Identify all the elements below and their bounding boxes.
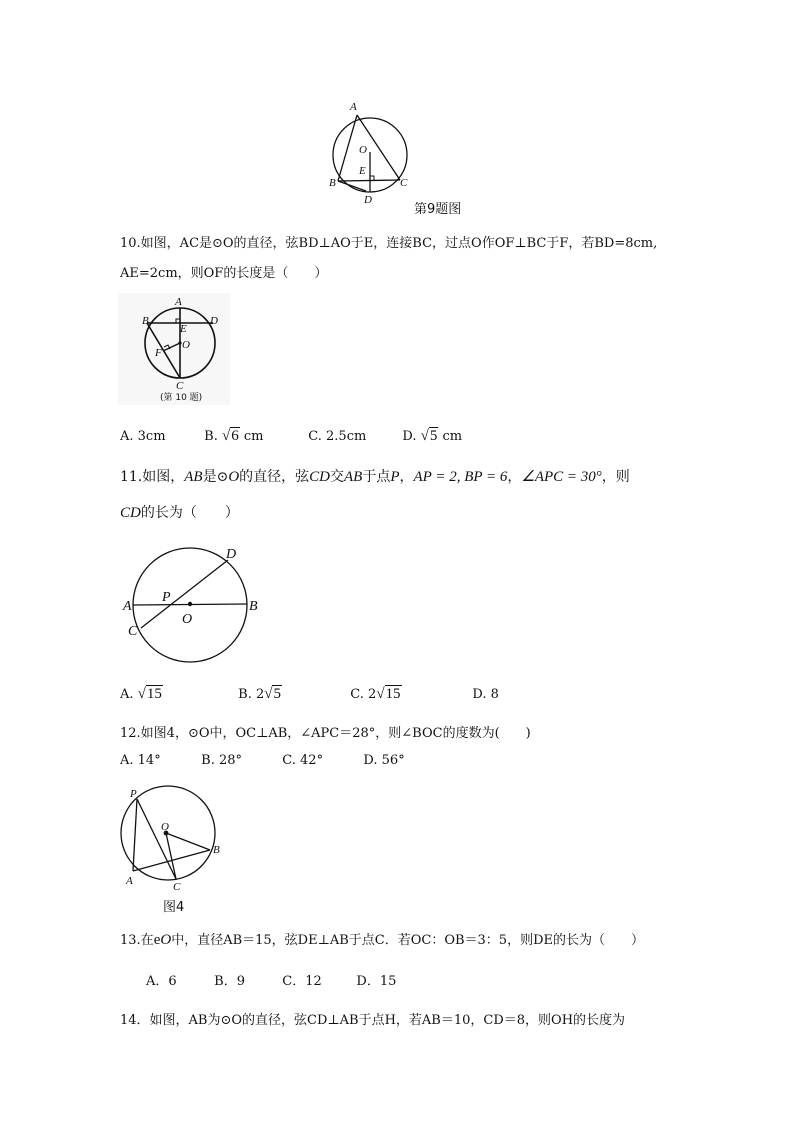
fig10-label-a: A — [175, 296, 182, 308]
q13-option-a[interactable]: A．6 — [146, 974, 177, 989]
q12-option-a[interactable]: A. 14° — [120, 753, 161, 768]
q11-options — [120, 685, 499, 703]
q12-option-c[interactable]: C. 42° — [282, 753, 324, 768]
fig9-caption: 第9题图 — [414, 202, 462, 217]
q10-option-a[interactable]: A. 3cm — [120, 429, 166, 444]
fig9-line-be — [338, 181, 366, 191]
fig9-label-c: C — [400, 177, 408, 189]
fig11-center-dot — [188, 602, 192, 606]
q10-line1: 10.如图，AC是⊙O的直径，弦BD⊥AO于E，连接BC，过点O作OF⊥BC于F，若BD=8cm, — [120, 236, 658, 251]
fig11-label-p: P — [162, 590, 171, 605]
fig10-label-f: F — [155, 347, 162, 359]
fig11-label-d: D — [226, 547, 237, 562]
q11-option-d[interactable]: D. 8 — [472, 687, 499, 702]
fig10-label-o: O — [182, 339, 190, 351]
q13-option-c[interactable]: C．12 — [282, 974, 322, 989]
fig12-label-o: O — [161, 821, 169, 833]
fig10-caption: (第 10 题) — [160, 393, 203, 403]
fig10-label-b: B — [142, 315, 149, 327]
fig12-line-oc — [166, 833, 176, 879]
fig9-label-a: A — [350, 101, 357, 113]
fig12-line-ob — [166, 833, 210, 850]
q11-line2: CD的长为（ ） — [120, 505, 239, 521]
q14-line1: 14．如图，AB为⊙O的直径，弦CD⊥AB于点H，若AB＝10，CD＝8，则OH的长度为 — [120, 1013, 626, 1028]
fig11-label-o: O — [182, 612, 193, 627]
q13-option-d[interactable]: D．15 — [356, 974, 397, 989]
fig12-caption: 图4 — [163, 900, 185, 915]
fig9-label-d: D — [364, 194, 372, 206]
fig9-label-o: O — [359, 144, 367, 156]
fig10-label-c: C — [176, 380, 184, 392]
fig12-label-a: A — [126, 875, 133, 887]
fig9-label-e: E — [359, 165, 366, 177]
q10-options — [120, 427, 462, 445]
fig12-label-c: C — [173, 881, 181, 893]
q13-options — [146, 970, 396, 989]
q10-option-c[interactable]: C. 2.5cm — [308, 429, 367, 444]
figure-12 — [118, 783, 233, 893]
fig10-label-e: E — [180, 323, 187, 335]
fig12-label-b: B — [213, 844, 220, 856]
fig12-label-p: P — [130, 788, 137, 800]
fig10-line-of — [163, 343, 180, 351]
fig9-line-bc — [338, 180, 400, 181]
fig10-label-d: D — [210, 315, 218, 327]
fig11-label-c: C — [128, 624, 138, 639]
q12-options — [120, 753, 405, 768]
q11-option-a[interactable]: A. √15 — [120, 686, 162, 702]
q10-line2: AE=2cm，则OF的长度是（ ） — [120, 266, 328, 281]
q12-option-b[interactable]: B. 28° — [201, 753, 243, 768]
q11-option-c[interactable]: C. 2√15 — [350, 686, 401, 702]
q10-option-b[interactable]: B. √6 cm — [204, 428, 264, 444]
q12-option-d[interactable]: D. 56° — [363, 753, 405, 768]
figure-9 — [320, 95, 420, 210]
fig12-line-pa — [133, 799, 137, 871]
fig11-label-b: B — [249, 599, 258, 614]
figure-11 — [120, 545, 270, 670]
fig12-line-pc — [137, 799, 176, 879]
fig9-label-b: B — [329, 177, 336, 189]
q10-option-d[interactable]: D. √5 cm — [402, 428, 463, 444]
q13-line1: 13.在eO中，直径AB＝15，弦DE⊥AB于点C．若OC：OB＝3：5，则DE的长为（ ） — [120, 932, 644, 948]
figure-10 — [118, 293, 230, 405]
q11-option-b[interactable]: B. 2√5 — [238, 686, 281, 702]
fig11-label-a: A — [123, 599, 132, 614]
q12-line1: 12.如图4，⊙O中，OC⊥AB，∠APC＝28°，则∠BOC的度数为( ) — [120, 726, 531, 741]
q11-line1: 11.如图，AB是⊙O的直径，弦CD交AB于点P，AP = 2, BP = 6，∠APC = 30°，则 — [120, 469, 630, 485]
q13-option-b[interactable]: B．9 — [214, 974, 245, 989]
